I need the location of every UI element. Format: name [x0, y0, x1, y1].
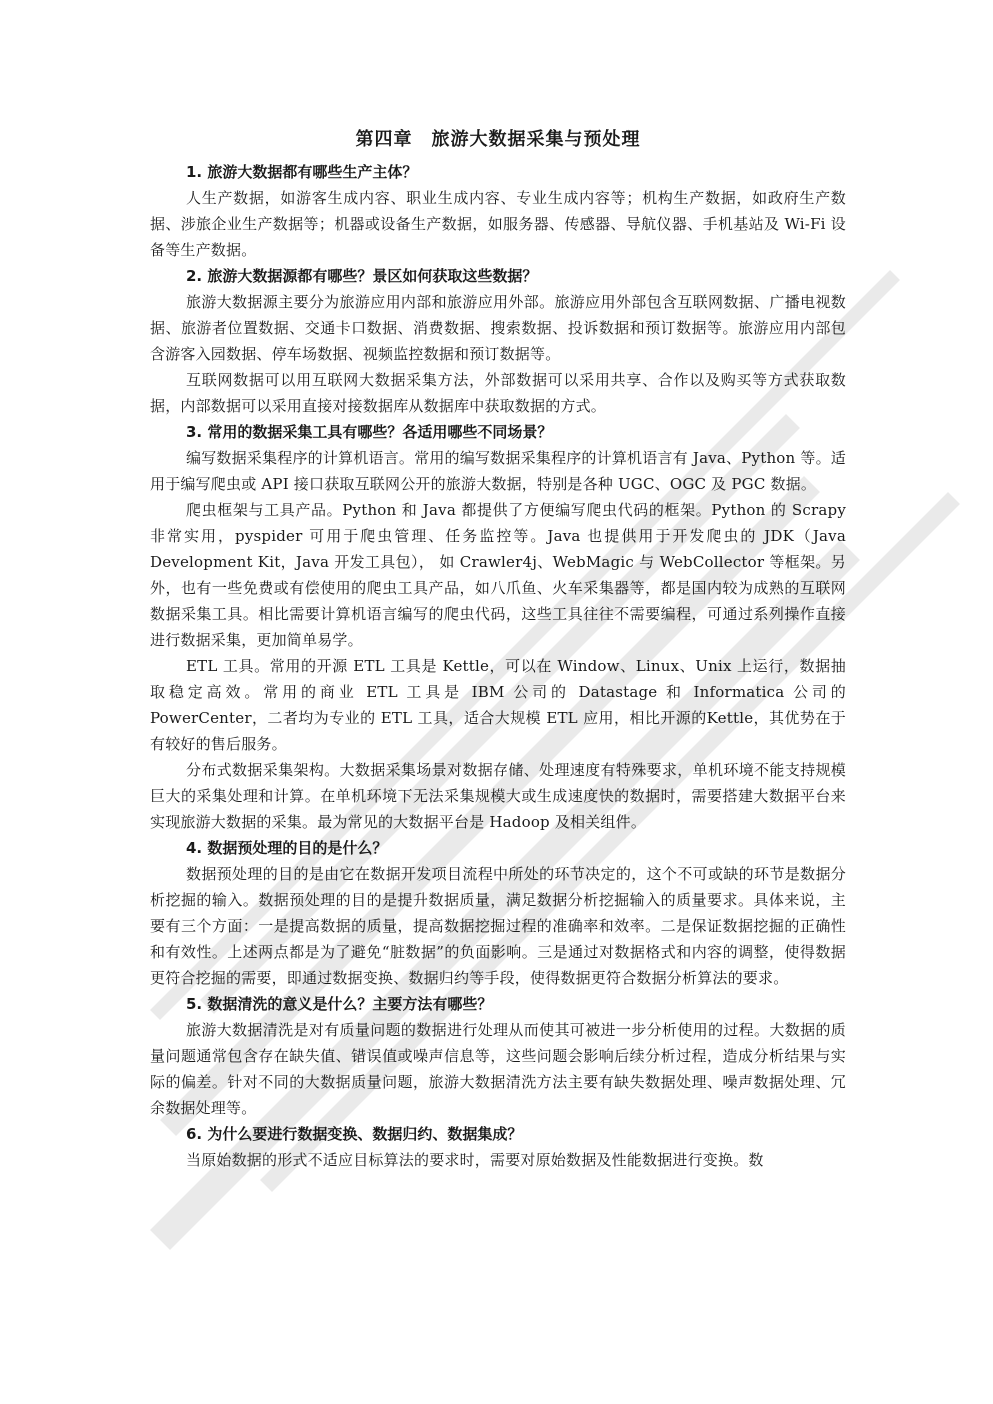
section-6	[150, 1121, 846, 1173]
section-4	[150, 835, 846, 991]
answer-paragraph: 当原始数据的形式不适应目标算法的要求时，需要对原始数据及性能数据进行变换。数	[186, 1151, 764, 1169]
section-1	[150, 159, 846, 263]
answer-paragraph: 分布式数据采集架构。大数据采集场景对数据存储、处理速度有特殊要求，单机环境不能支持规模巨大的采集处理和计算。在单机环境下无法采集规模大或生成速度快的数据时，需要搭建大数据平台来实现旅游大数据的采集。最为常见的大数据平台是 Hadoop 及相关组件。	[150, 761, 846, 831]
question-3: 3. 常用的数据采集工具有哪些？各适用哪些不同场景？	[186, 423, 553, 441]
question-2: 2. 旅游大数据源都有哪些？景区如何获取这些数据？	[186, 267, 538, 285]
answer-paragraph: 人生产数据，如游客生成内容、职业生成内容、专业生成内容等；机构生产数据，如政府生产数据、涉旅企业生产数据等；机器或设备生产数据，如服务器、传感器、导航仪器、手机基站及 Wi-Fi 设备等生产数据。	[150, 189, 846, 259]
answer-paragraph: ETL 工具。常用的开源 ETL 工具是 Kettle，可以在 Window、Linux、Unix 上运行，数据抽取稳定高效。常用的商业 ETL 工具是 IBM 公司的 Datastage 和 Informatica 公司的 PowerCenter，二者均为专业的 ETL 工具，适合大规模 ETL 应用，相比开源的Kettle，其优势在于有较好的售后服务。	[150, 657, 846, 753]
section-3	[150, 419, 846, 835]
answer-paragraph: 编写数据采集程序的计算机语言。常用的编写数据采集程序的计算机语言有 Java、Python 等。适用于编写爬虫或 API 接口获取互联网公开的旅游大数据，特别是各种 UGC、OGC 及 PGC 数据。	[150, 449, 846, 493]
section-5	[150, 991, 846, 1121]
question-5: 5. 数据清洗的意义是什么？主要方法有哪些？	[186, 995, 493, 1013]
answer-paragraph: 旅游大数据清洗是对有质量问题的数据进行处理从而使其可被进一步分析使用的过程。大数据的质量问题通常包含存在缺失值、错误值或噪声信息等，这些问题会影响后续分析过程，造成分析结果与实际的偏差。针对不同的大数据质量问题，旅游大数据清洗方法主要有缺失数据处理、噪声数据处理、冗余数据处理等。	[150, 1021, 846, 1117]
answer-paragraph: 爬虫框架与工具产品。Python 和 Java 都提供了方便编写爬虫代码的框架。Python 的 Scrapy 非常实用，pyspider 可用于爬虫管理、任务监控等。Java 也提供用于开发爬虫的 JDK（Java Development Kit，Java 开发工具包）， 如 Crawler4j、WebMagic 与 WebCollector 等框架。另外，也有一些免费或有偿使用的爬虫工具产品，如八爪鱼、火车采集器等，都是国内较为成熟的互联网数据采集工具。相比需要计算机语言编写的爬虫代码，这些工具往往不需要编程，可通过系列操作直接进行数据采集，更加简单易学。	[150, 501, 846, 649]
document-content	[150, 127, 846, 1173]
answer-paragraph: 旅游大数据源主要分为旅游应用内部和旅游应用外部。旅游应用外部包含互联网数据、广播电视数据、旅游者位置数据、交通卡口数据、消费数据、搜索数据、投诉数据和预订数据等。旅游应用内部包含游客入园数据、停车场数据、视频监控数据和预订数据等。	[150, 293, 846, 363]
question-4: 4. 数据预处理的目的是什么？	[186, 839, 388, 857]
answer-paragraph: 互联网数据可以用互联网大数据采集方法，外部数据可以采用共享、合作以及购买等方式获取数据，内部数据可以采用直接对接数据库从数据库中获取数据的方式。	[150, 371, 846, 415]
chapter-title: 第四章 旅游大数据采集与预处理	[355, 129, 641, 150]
question-1: 1. 旅游大数据都有哪些生产主体？	[186, 163, 418, 181]
answer-paragraph: 数据预处理的目的是由它在数据开发项目流程中所处的环节决定的，这个不可或缺的环节是数据分析挖掘的输入。数据预处理的目的是提升数据质量，满足数据分析挖掘输入的质量要求。具体来说，主要有三个方面：一是提高数据的质量，提高数据挖掘过程的准确率和效率。二是保证数据挖掘的正确性和有效性。上述两点都是为了避免“脏数据”的负面影响。三是通过对数据格式和内容的调整，使得数据更符合挖掘的需要，即通过数据变换、数据归约等手段，使得数据更符合数据分析算法的要求。	[150, 865, 846, 987]
question-6: 6. 为什么要进行数据变换、数据归约、数据集成？	[186, 1125, 523, 1143]
section-2	[150, 263, 846, 419]
